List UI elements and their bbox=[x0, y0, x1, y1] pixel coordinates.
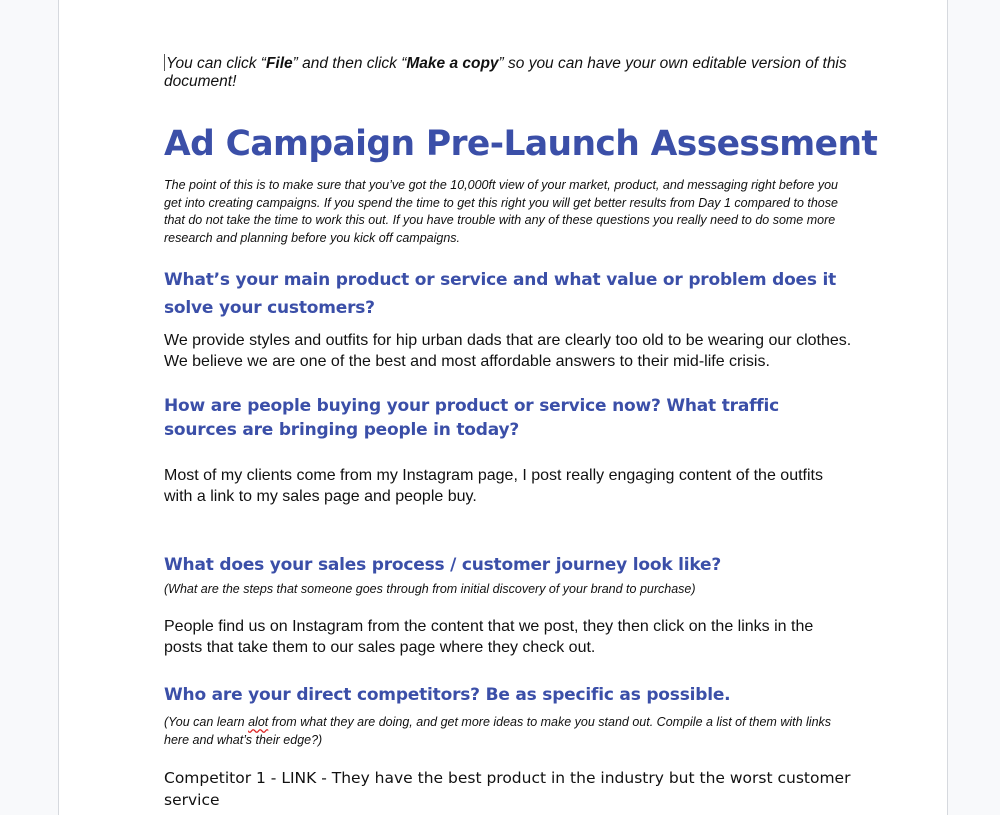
text-cursor bbox=[164, 54, 165, 71]
intro-make-copy-label: Make a copy bbox=[406, 55, 499, 72]
hint-sales-process: (What are the steps that someone goes through from initial discovery of your brand to purchase) bbox=[164, 582, 696, 596]
spelling-error-word[interactable]: alot bbox=[248, 715, 269, 729]
question-sales-process: What does your sales process / customer journey look like? bbox=[164, 555, 722, 575]
intro-text-1: You can click “ bbox=[166, 55, 266, 72]
answer-sales-process: People find us on Instagram from the content that we post, they then click on the links in the posts that take them to our sales page where they check out. bbox=[164, 618, 814, 656]
hint-competitors bbox=[164, 714, 854, 749]
intro-text-3: ” so you can have your own editable version of this document! bbox=[164, 55, 847, 90]
question-main-product: What’s your main product or service and what value or problem does it solve your customers? bbox=[164, 270, 837, 318]
document-title: Ad Campaign Pre-Launch Assessment bbox=[164, 124, 878, 164]
hint-competitors-text-1: (You can learn bbox=[164, 715, 249, 729]
intro-text-2: ” and then click “ bbox=[292, 55, 407, 72]
hint-competitors-text-2: from what they are doing, and get more ideas to make you stand out. Compile a list of them with links here and what’s their edge?) bbox=[164, 715, 832, 747]
answer-main-product: We provide styles and outfits for hip urban dads that are clearly too old to be wearing our clothes. We believe we are one of the best and most affordable answers to their mid-life crisis. bbox=[164, 332, 852, 370]
question-competitors: Who are your direct competitors? Be as specific as possible. bbox=[164, 685, 731, 705]
intro-file-label: File bbox=[265, 55, 293, 72]
document-page bbox=[58, 0, 948, 815]
answer-traffic-sources: Most of my clients come from my Instagram page, I post really engaging content of the outfits with a link to my sales page and people buy. bbox=[164, 467, 823, 505]
intro-note bbox=[164, 54, 854, 91]
answer-competitors: Competitor 1 - LINK - They have the best product in the industry but the worst customer service bbox=[164, 769, 851, 809]
lead-paragraph: The point of this is to make sure that you’ve got the 10,000ft view of your market, product, and messaging right before you get into creating campaigns. If you spend the time to get this right you will get better results from Day 1 compared to those that do not take the time to work this out. If you have trouble with any of these questions you really need to do some more research and planning before you kick off campaigns. bbox=[164, 178, 838, 245]
question-traffic-sources: How are people buying your product or service now? What traffic sources are bringing people in today? bbox=[164, 396, 779, 440]
